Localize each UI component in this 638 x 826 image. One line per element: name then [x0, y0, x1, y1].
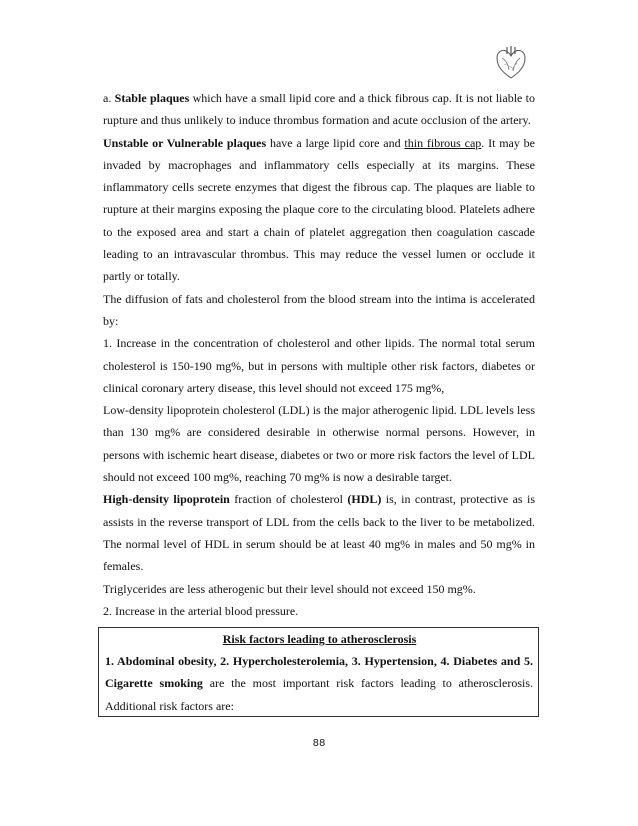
risk-factors-list: 1. Abdominal obesity, 2. Hypercholesterolemia, 3. Hypertension, 4. Diabetes and 5. Cigarette smoking [105, 654, 533, 691]
paragraph-blood-pressure: 2. Increase in the arterial blood pressure. [103, 603, 299, 618]
box-title: Risk factors leading to atherosclerosis [222, 632, 417, 646]
term-hdl: High-density lipoprotein [103, 492, 230, 507]
underlined-term: thin fibrous cap [404, 135, 482, 150]
paragraph-ldl: Low-density lipoprotein cholesterol (LDL) is the major atherogenic lipid. LDL levels less than 130 mg% are considered desirable in otherwise normal persons. However, in persons with ischemic heart disease, diabetes or two or more risk factors the level of LDL should not exceed 100 mg%, reaching 70 mg% is now a desirable target. [103, 403, 535, 485]
paragraph-triglycerides: Triglycerides are less atherogenic but their level should not exceed 150 mg%. [103, 581, 476, 596]
box-text: are the most important risk factors leading to atherosclerosis. Additional risk factors are: [105, 676, 533, 713]
paragraph-text: is, in contrast, protective as is assists in the reverse transport of LDL from the cells back to the liver to be metabolized. The normal level of HDL in serum should be at least 40 mg% in males and 50 mg% in females. [103, 492, 535, 574]
paragraph-text: have a large lipid core and [266, 135, 405, 150]
term-stable-plaques: Stable plaques [114, 91, 190, 105]
list-marker: a. [103, 91, 115, 105]
paragraph-text: which have a small lipid core and a thick fibrous cap. It is not liable to rupture and thus unlikely to induce thrombus formation and acute occlusion of the artery. [103, 91, 536, 128]
paragraph-hdl [103, 488, 535, 577]
main-text [103, 87, 535, 622]
term-hdl-abbrev: (HDL) [347, 492, 382, 507]
paragraph-text: . It may be invaded by macrophages and inflammatory cells especially at its margins. These inflammatory cells secrete enzymes that digest the fibrous cap. The plaques are liable to rupture at their margins exposing the plaque core to the circulating blood. Platelets adhere to the exposed area and start a chain of platelet aggregation then coagulation cascade leading to an intravascular thrombus. This may reduce the vessel lumen or occlude it partly or totally. [103, 135, 535, 284]
paragraph-unstable-plaques [103, 132, 535, 288]
heart-anatomy-icon [494, 44, 528, 82]
paragraph-stable-plaques [103, 87, 535, 132]
paragraph-diffusion: The diffusion of fats and cholesterol from the blood stream into the intima is accelerated by: [103, 291, 535, 328]
page-number: 88 [312, 738, 326, 749]
paragraph-cholesterol: 1. Increase in the concentration of cholesterol and other lipids. The normal total serum cholesterol is 150-190 mg%, but in persons with multiple other risk factors, diabetes or clinical coronary artery disease, this level should not exceed 175 mg%, [103, 336, 535, 395]
term-unstable-plaques: Unstable or Vulnerable plaques [103, 135, 267, 150]
risk-factors-box [98, 627, 539, 717]
paragraph-text: fraction of cholesterol [229, 492, 348, 507]
box-body [105, 650, 533, 717]
